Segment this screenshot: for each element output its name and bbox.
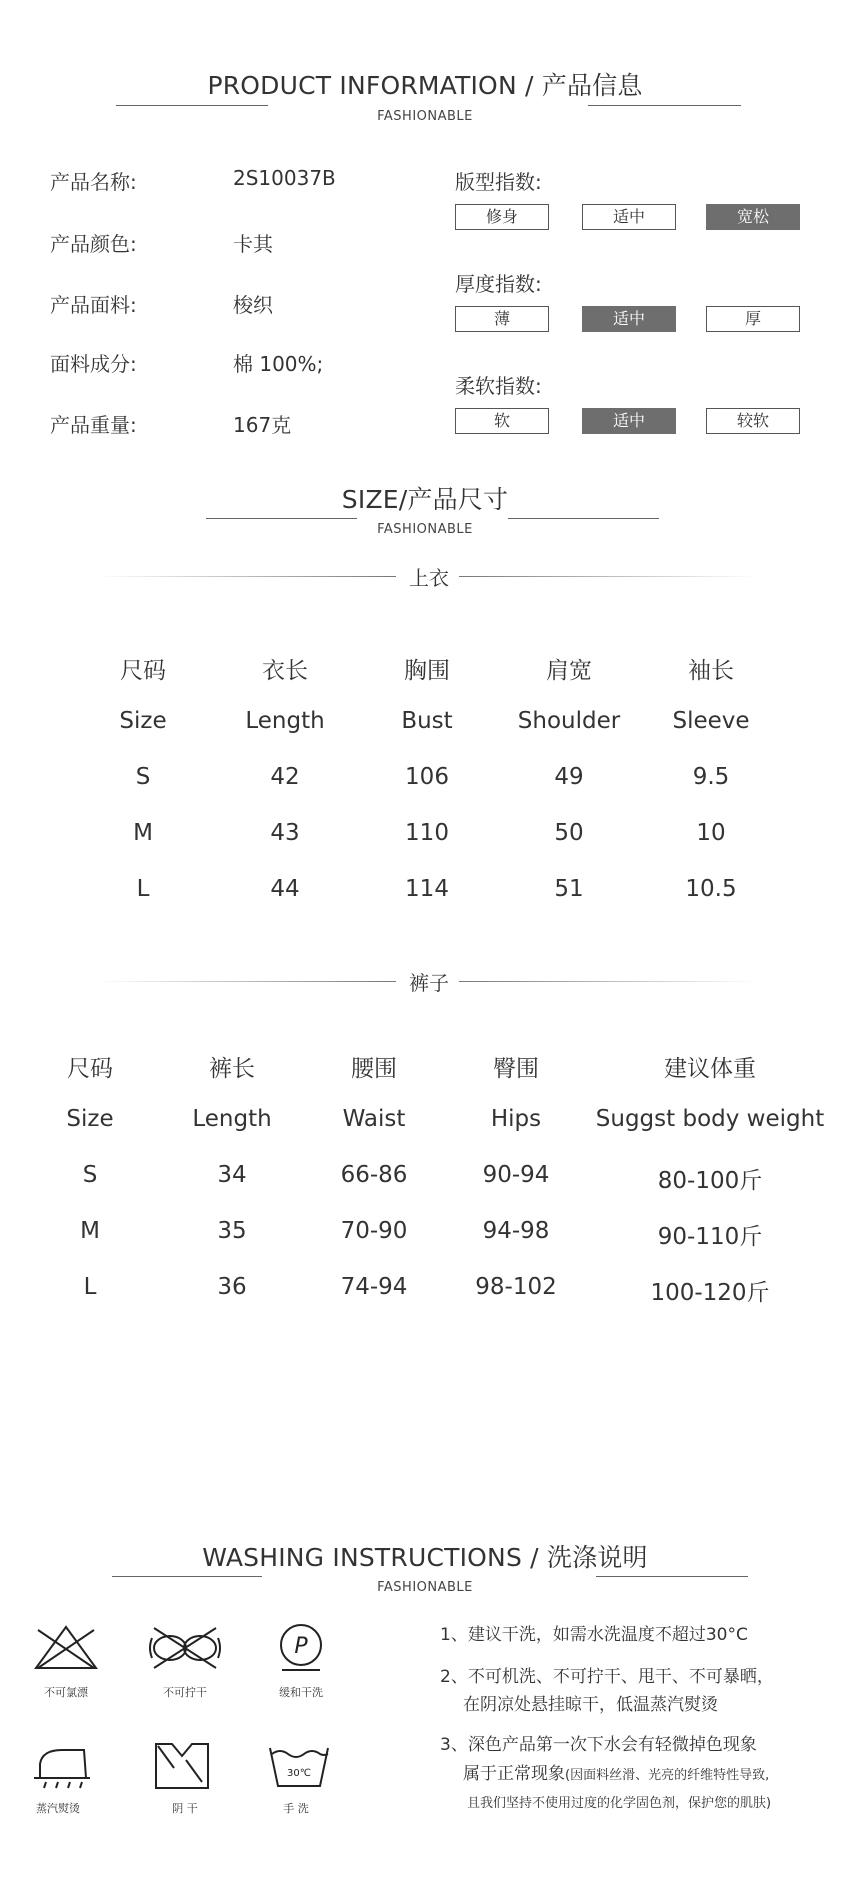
index-label: 版型指数: [455,170,542,194]
note-line: 1、建议干洗，如需水洗温度不超过30°C [440,1625,748,1645]
table-header: 尺码 [120,658,166,684]
top-section-label: 上衣 [409,566,449,590]
table-header: Length [245,708,325,734]
attr-label: 产品颜色: [50,232,137,256]
table-cell: 80-100斤 [657,1168,763,1194]
table-cell: 90-94 [482,1162,550,1188]
table-cell: 114 [405,876,449,902]
dry-clean-letter: P [294,1634,308,1659]
index-option: 软 [455,408,549,434]
hand-wash-icon [266,1742,332,1790]
table-header: 袖长 [688,658,734,684]
icon-caption: 不可拧干 [163,1686,207,1699]
table-header: Bust [401,708,453,734]
attr-label: 产品面料: [50,293,137,317]
note-line [463,1759,769,1784]
table-header: 胸围 [404,658,450,684]
divider-line-right [459,981,757,982]
table-cell: L [136,876,150,902]
icon-caption: 阴 干 [172,1802,198,1815]
index-option: 修身 [455,204,549,230]
divider-line-left [98,576,396,577]
table-cell: 44 [270,876,300,902]
table-header: 腰围 [351,1056,397,1082]
table-cell: 110 [405,820,449,846]
table-header: 肩宽 [546,658,592,684]
note-line: 3、深色产品第一次下水会有轻微掉色现象 [440,1735,757,1755]
index-option-selected: 适中 [582,408,676,434]
title-rule-left [116,105,268,106]
no-bleach-icon [32,1624,100,1672]
table-cell: 90-110斤 [657,1224,763,1250]
attr-label: 面料成分: [50,352,137,376]
table-cell: L [83,1274,97,1300]
product-info-title: PRODUCT INFORMATION / 产品信息 [207,71,643,100]
table-cell: 35 [217,1218,247,1244]
table-cell: 9.5 [692,764,730,790]
index-option-selected: 宽松 [706,204,800,230]
table-cell: 98-102 [475,1274,557,1300]
title-rule-right [508,518,659,519]
size-title: SIZE/产品尺寸 [341,485,509,514]
no-wring-icon [144,1624,226,1672]
table-cell: 100-120斤 [650,1280,770,1306]
icon-caption: 蒸汽熨烫 [36,1802,80,1815]
table-header: 建议体重 [664,1056,756,1082]
icon-caption: 不可氯漂 [44,1686,88,1699]
table-header: Hips [490,1106,542,1132]
attr-label: 产品重量: [50,413,137,437]
table-cell: 94-98 [482,1218,550,1244]
table-cell: S [82,1162,98,1188]
product-info-subtitle: FASHIONABLE [377,109,473,124]
attr-value: 卡其 [233,232,273,256]
icon-caption: 手 洗 [283,1802,309,1815]
gentle-dry-clean-icon [276,1622,326,1672]
table-cell: 106 [405,764,449,790]
size-subtitle: FASHIONABLE [377,522,473,537]
wash-temp-label: 30℃ [287,1768,311,1779]
table-header: 臀围 [493,1056,539,1082]
table-header: Size [66,1106,114,1132]
table-header: 裤长 [209,1056,255,1082]
table-header: Waist [342,1106,406,1132]
table-header: 尺码 [67,1056,113,1082]
table-cell: 34 [217,1162,247,1188]
index-option-selected: 适中 [582,306,676,332]
note-line: 2、不可机洗、不可拧干、甩干、不可暴晒， [440,1667,774,1687]
table-cell: 43 [270,820,300,846]
table-cell: S [135,764,151,790]
title-rule-left [112,1576,262,1577]
index-option: 较软 [706,408,800,434]
note-line: 在阴凉处悬挂晾干，低温蒸汽熨烫 [463,1695,718,1715]
pants-section-label: 裤子 [409,971,449,995]
table-cell: 49 [554,764,584,790]
washing-subtitle: FASHIONABLE [377,1580,473,1595]
index-label: 柔软指数: [455,374,542,398]
table-cell: M [133,820,153,846]
table-header: Suggst body weight [595,1106,825,1132]
table-cell: 70-90 [340,1218,408,1244]
divider-line-left [98,981,396,982]
table-cell: 51 [554,876,584,902]
table-header: Sleeve [672,708,750,734]
table-header: 衣长 [262,658,308,684]
attr-label: 产品名称: [50,170,137,194]
table-cell: M [80,1218,100,1244]
washing-title: WASHING INSTRUCTIONS / 洗涤说明 [202,1543,648,1572]
divider-line-right [459,576,757,577]
icon-caption: 缓和干洗 [279,1686,323,1699]
table-cell: 36 [217,1274,247,1300]
attr-value: 梭织 [233,293,273,317]
index-option: 薄 [455,306,549,332]
title-rule-right [596,1576,748,1577]
table-header: Shoulder [517,708,621,734]
table-cell: 42 [270,764,300,790]
index-option: 适中 [582,204,676,230]
note-line-main: 属于正常现象 [463,1764,565,1784]
attr-value: 167克 [233,413,292,437]
table-cell: 10.5 [685,876,737,902]
title-rule-left [206,518,357,519]
note-line-aside: (因面料丝滑、光亮的纤维特性导致, [565,1768,770,1783]
table-header: Length [192,1106,272,1132]
table-header: Size [119,708,167,734]
note-line: 且我们坚持不使用过度的化学固色剂，保护您的肌肤) [467,1796,772,1811]
index-option: 厚 [706,306,800,332]
table-cell: 74-94 [340,1274,408,1300]
title-rule-right [588,105,741,106]
table-cell: 66-86 [340,1162,408,1188]
steam-iron-icon [32,1742,92,1790]
shade-dry-icon [152,1740,212,1792]
index-label: 厚度指数: [455,272,542,296]
attr-value: 2S10037B [233,166,336,190]
table-cell: 10 [696,820,726,846]
attr-value: 棉 100%; [233,352,324,376]
table-cell: 50 [554,820,584,846]
